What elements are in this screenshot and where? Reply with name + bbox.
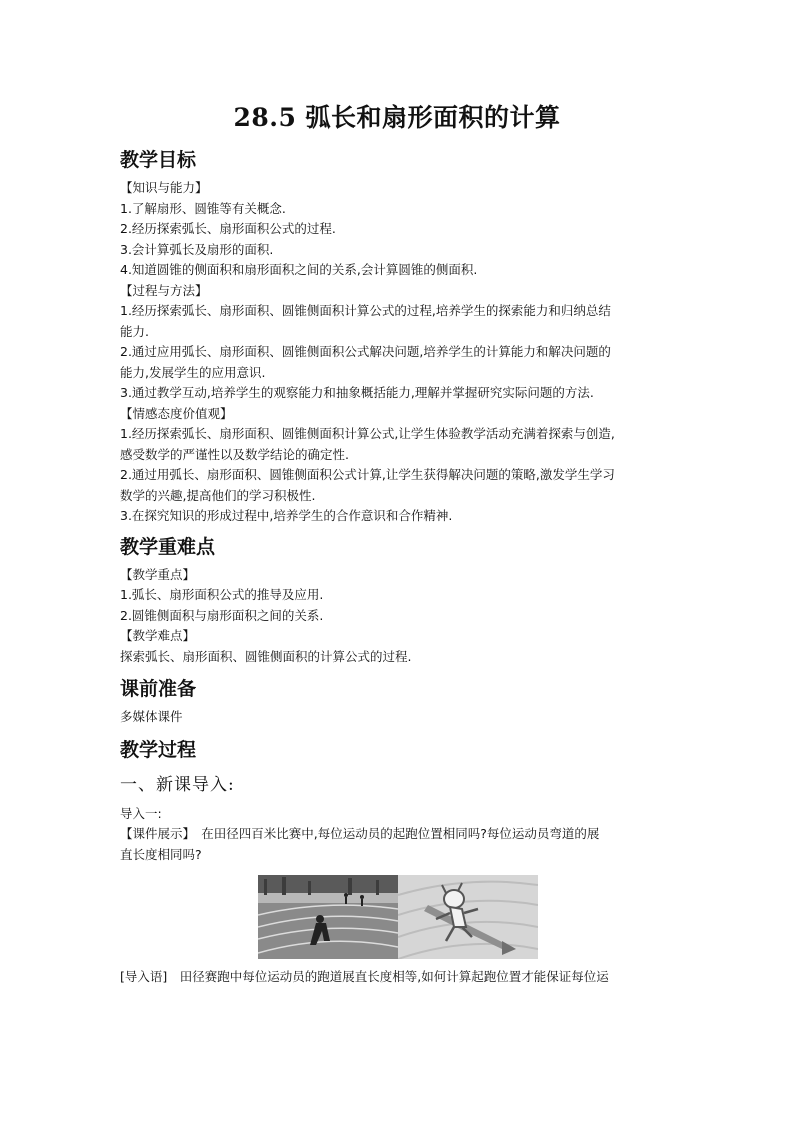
label-knowledge: 【知识与能力】 <box>120 180 208 195</box>
label-focus: 【教学重点】 <box>120 566 196 582</box>
label-attitude: 【情感态度价值观】 <box>120 405 233 421</box>
label-process-method: 【过程与方法】 <box>120 282 208 298</box>
process-item: 能力. <box>120 323 149 339</box>
process-item: 能力,发展学生的应用意识. <box>120 364 266 380</box>
focus-item: 1.弧长、扇形面积公式的推导及应用. <box>120 587 324 602</box>
attitude-item: 1.经历探索弧长、扇形面积、圆锥侧面积计算公式,让学生体验教学活动充满着探索与创造, <box>120 426 615 441</box>
knowledge-item: 3.会计算弧长及扇形的面积. <box>120 241 274 257</box>
attitude-item: 数学的兴趣,提高他们的学习积极性. <box>120 487 316 503</box>
knowledge-item: 2.经历探索弧长、扇形面积公式的过程. <box>120 221 336 236</box>
document-body <box>120 146 676 988</box>
page-title: 28.5 弧长和扇形面积的计算 <box>233 103 561 132</box>
attitude-item: 感受数学的严谨性以及数学结论的确定性. <box>120 446 349 462</box>
process-item: 3.通过教学互动,培养学生的观察能力和抽象概括能力,理解并掌握研究实际问题的方法. <box>120 385 594 400</box>
sprinter-cartoon <box>398 875 538 959</box>
process-item: 2.通过应用弧长、扇形面积、圆锥侧面积公式解决问题,培养学生的计算能力和解决问题的 <box>120 344 611 359</box>
difficulty-item: 探索弧长、扇形面积、圆锥侧面积的计算公式的过程. <box>120 648 412 664</box>
intro-label: 导入一: <box>120 805 162 821</box>
lead-text: [导入语] 田径赛跑中每位运动员的跑道展直长度相等,如何计算起跑位置才能保证每位运 <box>120 969 609 984</box>
knowledge-item: 1.了解扇形、圆锥等有关概念. <box>120 200 286 216</box>
process-item: 1.经历探索弧长、扇形面积、圆锥侧面积计算公式的过程,培养学生的探索能力和归纳总结 <box>120 303 611 318</box>
focus-item: 2.圆锥侧面积与扇形面积之间的关系. <box>120 607 324 623</box>
heading-objectives: 教学目标 <box>120 149 197 171</box>
heading-key-points: 教学重难点 <box>120 535 216 558</box>
courseware-text: 【课件展示】 在田径四百米比赛中,每位运动员的起跑位置相同吗?每位运动员弯道的展 <box>120 826 600 841</box>
heading-preparation: 课前准备 <box>120 678 197 700</box>
running-track-photo <box>258 875 398 959</box>
attitude-item: 2.通过用弧长、扇形面积、圆锥侧面积公式计算,让学生获得解决问题的策略,激发学生学习 <box>120 467 615 482</box>
subheading-new-lesson: 一、新课导入: <box>120 774 235 795</box>
knowledge-item: 4.知道圆锥的侧面积和扇形面积之间的关系,会计算圆锥的侧面积. <box>120 262 478 277</box>
label-difficulty: 【教学难点】 <box>120 628 196 643</box>
attitude-item: 3.在探究知识的形成过程中,培养学生的合作意识和合作精神. <box>120 508 453 523</box>
illustration-pair <box>120 875 676 959</box>
preparation-text: 多媒体课件 <box>120 709 183 724</box>
courseware-text-cont: 直长度相同吗? <box>120 846 202 862</box>
heading-teaching-process: 教学过程 <box>120 738 197 761</box>
